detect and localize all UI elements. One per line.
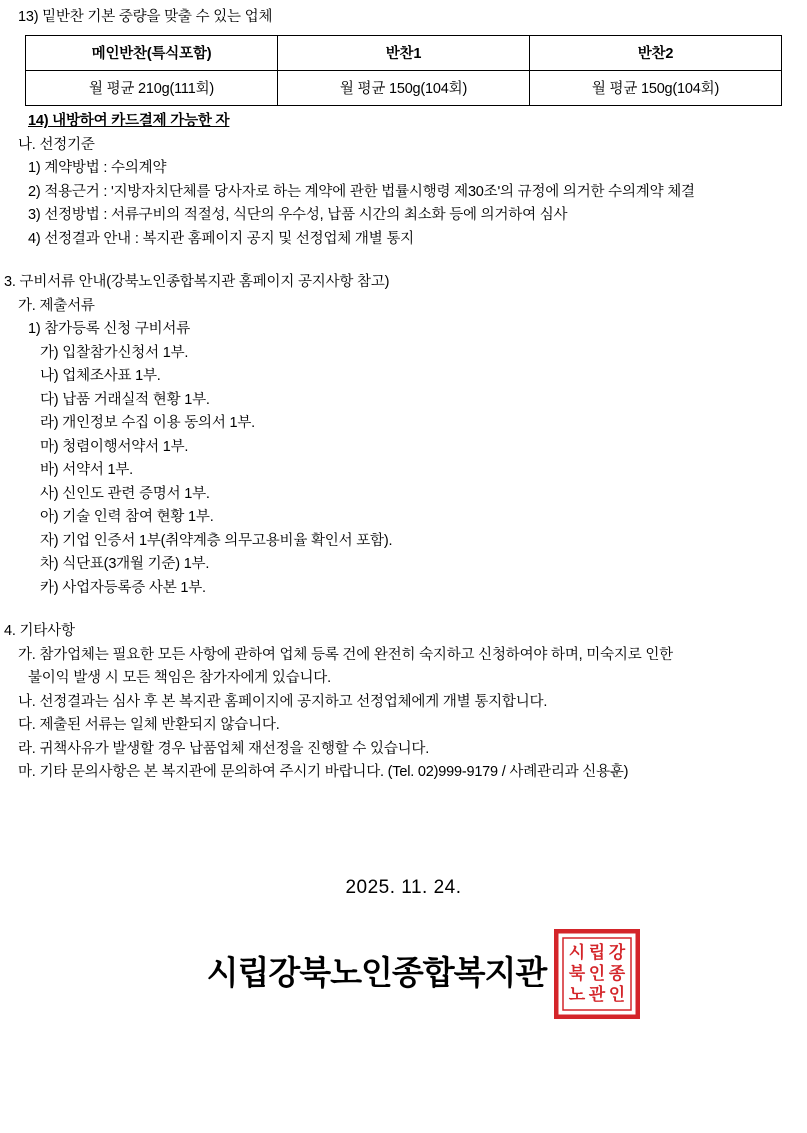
document-item-6: 사) 신인도 관련 증명서 1부.	[40, 485, 210, 502]
document-item-0: 가) 입찰참가신청서 1부.	[40, 344, 189, 361]
table-cell-0-2: 월 평균 150g(104회)	[530, 71, 782, 106]
document-item-4: 마) 청렴이행서약서 1부.	[40, 438, 189, 455]
document-item-3: 라) 개인정보 수집 이용 동의서 1부.	[40, 415, 255, 432]
section-4-item-2: 라. 귀책사유가 발생할 경우 납품업체 재선정을 진행할 수 있습니다.	[18, 740, 430, 757]
svg-text:북: 북	[569, 963, 586, 983]
section-4-ga-line-1: 가. 참가업체는 필요한 모든 사항에 관하여 업체 등록 건에 완전히 숙지하고 신청하여야 하며, 미숙지로 인한	[18, 646, 673, 663]
section-3-title: 3. 구비서류 안내(강북노인종합복지관 홈페이지 공지사항 참고)	[4, 274, 390, 291]
table-cell-0-1: 월 평균 150g(104회)	[278, 71, 530, 106]
document-item-10: 카) 사업자등록증 사본 1부.	[40, 579, 206, 596]
section-3-ga: 가. 제출서류	[18, 297, 95, 314]
svg-text:관: 관	[589, 984, 606, 1004]
section-4-item-3: 마. 기타 문의사항은 본 복지관에 문의하여 주시기 바랍니다. (Tel. 02)999-9179 / 사례관리과 신용훈)	[18, 764, 629, 781]
weight-table	[25, 35, 782, 106]
organization-name: 시립강북노인종합복지관	[206, 954, 547, 992]
item-14	[28, 110, 807, 133]
section-na-title: 나. 선정기준	[18, 136, 95, 153]
table-header-cell-2: 반찬2	[530, 36, 782, 71]
svg-text:시: 시	[569, 942, 586, 962]
item-14-text: 14) 내방하여 카드결제 가능한 자	[28, 113, 230, 130]
table-header-row	[26, 36, 782, 71]
document-date: 2025. 11. 24.	[345, 876, 462, 898]
official-seal-icon	[554, 929, 640, 1019]
section-3-sub: 1) 참가등록 신청 구비서류	[28, 321, 191, 338]
na-item-2: 3) 선정방법 : 서류구비의 적절성, 식단의 우수성, 납품 시간의 최소화 등에 의거하여 심사	[28, 207, 568, 224]
table-cell-0-0: 월 평균 210g(111회)	[26, 71, 278, 106]
document-item-9: 차) 식단표(3개월 기준) 1부.	[40, 556, 210, 573]
svg-text:립: 립	[589, 942, 606, 962]
section-4-ga-line-2: 불이익 발생 시 모든 책임은 참가자에게 있습니다.	[28, 670, 331, 687]
section-4-item-1: 다. 제출된 서류는 일체 반환되지 않습니다.	[18, 717, 280, 734]
na-item-0: 1) 계약방법 : 수의계약	[28, 160, 167, 177]
document-item-1: 나) 업체조사표 1부.	[40, 368, 161, 385]
svg-text:종: 종	[609, 963, 626, 983]
spacer-1	[0, 251, 807, 271]
document-item-8: 자) 기업 인증서 1부(취약계층 의무고용비율 확인서 포함).	[40, 532, 393, 549]
document-item-2: 다) 납품 거래실적 현황 1부.	[40, 391, 210, 408]
document-item-7: 아) 기술 인력 참여 현황 1부.	[40, 509, 214, 526]
svg-text:인: 인	[609, 984, 626, 1004]
item-13: 13) 밑반찬 기본 중량을 맞출 수 있는 업체	[18, 9, 273, 25]
table-header-cell-0: 메인반찬(특식포함)	[26, 36, 278, 71]
svg-text:인: 인	[589, 963, 606, 983]
na-item-3: 4) 선정결과 안내 : 복지관 홈페이지 공지 및 선정업체 개별 통지	[28, 230, 414, 247]
svg-text:강: 강	[609, 942, 626, 962]
section-4-title: 4. 기타사항	[4, 623, 75, 640]
na-item-1: 2) 적용근거 : '지방자치단체를 당사자로 하는 계약에 관한 법률시행령 제30조'의 규정에 의거한 수의계약 체결	[28, 183, 695, 200]
spacer-2	[0, 600, 807, 620]
table-row	[26, 71, 782, 106]
organization-row	[0, 929, 807, 1013]
table-header-cell-1: 반찬1	[278, 36, 530, 71]
svg-text:노: 노	[569, 984, 586, 1004]
section-4-item-0: 나. 선정결과는 심사 후 본 복지관 홈페이지에 공지하고 선정업체에게 개별 통지합니다.	[18, 693, 548, 710]
document-item-5: 바) 서약서 1부.	[40, 462, 134, 479]
